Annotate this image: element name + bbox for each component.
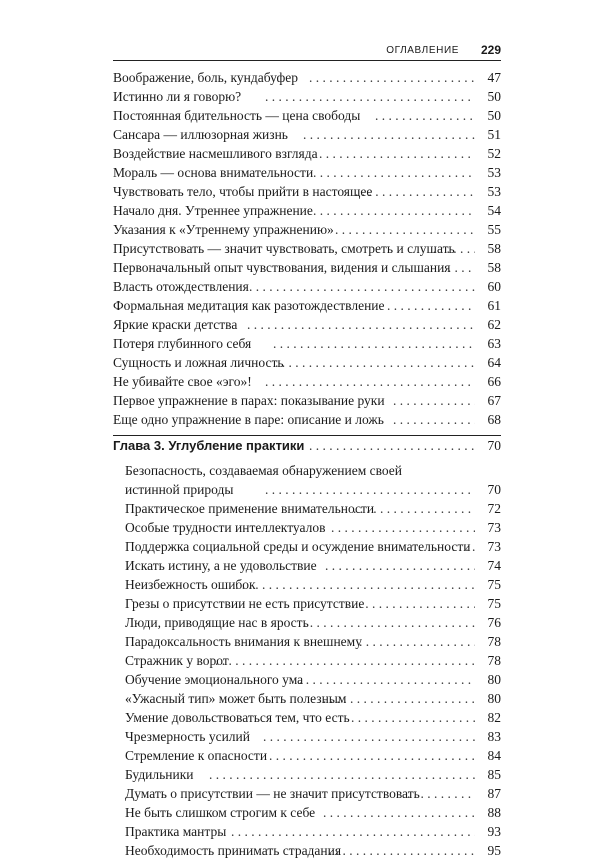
- toc-entry-page-number: 61: [487, 298, 501, 313]
- toc-leader-dots: [393, 410, 475, 429]
- toc-leader-dots: [265, 480, 475, 499]
- toc-entry-title: Практическое применение внимательности: [125, 501, 375, 516]
- toc-leader-dots: [275, 353, 475, 372]
- toc-leader-dots: [265, 372, 475, 391]
- toc-leader-dots: [355, 182, 475, 201]
- toc-group-chapter-2: [113, 68, 501, 429]
- toc-leader-dots: [231, 822, 475, 841]
- toc-group-chapter-3: [113, 461, 501, 860]
- toc-leader-dots: [323, 803, 475, 822]
- toc-leader-dots: [393, 391, 475, 410]
- toc-entry[interactable]: [113, 461, 501, 499]
- toc-entry-page-number: 50: [487, 108, 501, 123]
- header-rule: [113, 60, 501, 61]
- toc-entry[interactable]: [113, 68, 501, 87]
- toc-leader-dots: [441, 258, 475, 277]
- toc-leader-dots: [351, 708, 475, 727]
- toc-leader-dots: [263, 727, 475, 746]
- toc-entry-page-number: 73: [487, 539, 501, 554]
- toc-entry-title: Обучение эмоционального ума: [125, 672, 304, 687]
- toc-entry[interactable]: [113, 518, 501, 537]
- toc-entry[interactable]: [113, 632, 501, 651]
- toc-entry-title: Первоначальный опыт чувствования, видения и слышания: [113, 260, 451, 275]
- toc-leader-dots: [303, 613, 475, 632]
- toc-entry[interactable]: [113, 556, 501, 575]
- toc-entry-title: Будильники: [125, 767, 194, 782]
- toc-entry-page-number: 80: [487, 672, 501, 687]
- toc-entry-page-number: 88: [487, 805, 501, 820]
- toc-entry-page-number: 74: [487, 558, 501, 573]
- toc-entry-page-number: 66: [487, 374, 501, 389]
- toc-entry-title: Думать о присутствии — не значит присутствовать: [125, 786, 420, 801]
- toc-entry-page-number: 76: [487, 615, 501, 630]
- toc-entry[interactable]: [113, 163, 501, 182]
- toc-entry-page-number: 64: [487, 355, 501, 370]
- toc-entry-page-number: 78: [487, 653, 501, 668]
- toc-entry-page-number: 58: [487, 260, 501, 275]
- toc-entry-page-number: 53: [487, 184, 501, 199]
- toc-entry-page-number: 95: [487, 843, 501, 858]
- toc-entry-title: Безопасность, создаваемая обнаружением своей истинной природы: [125, 463, 403, 497]
- running-header-page-number: 229: [480, 43, 501, 57]
- toc-entry-title: Искать истину, а не удовольствие: [125, 558, 317, 573]
- toc-entry-page-number: 47: [487, 70, 501, 85]
- toc-entry-page-number: 55: [487, 222, 501, 237]
- toc-entry-title: Неизбежность ошибок: [125, 577, 256, 592]
- toc-entry[interactable]: [113, 277, 501, 296]
- toc-entry-title: Чувствовать тело, чтобы прийти в настоящее: [113, 184, 373, 199]
- toc-entry-page-number: 51: [487, 127, 501, 142]
- chapter-title: Глава 3. Углубление практики: [113, 438, 305, 453]
- toc-leader-dots: [313, 163, 475, 182]
- toc-entry-page-number: 62: [487, 317, 501, 332]
- toc-leader-dots: [265, 87, 475, 106]
- toc-entry[interactable]: [113, 391, 501, 410]
- toc-entry-page-number: 53: [487, 165, 501, 180]
- toc-entry-page-number: 63: [487, 336, 501, 351]
- toc-entry[interactable]: [113, 727, 501, 746]
- chapter-leader-dots: [309, 436, 475, 455]
- toc-entry-page-number: 84: [487, 748, 501, 763]
- toc-entry[interactable]: [113, 803, 501, 822]
- toc-leader-dots: [249, 277, 475, 296]
- toc-leader-dots: [209, 765, 475, 784]
- toc-entry[interactable]: [113, 689, 501, 708]
- toc-leader-dots: [319, 144, 475, 163]
- toc-entry-page-number: 87: [487, 786, 501, 801]
- toc-entry-title: Воображение, боль, кундабуфер: [113, 70, 298, 85]
- toc-entry-title: Чрезмерность усилий: [125, 729, 250, 744]
- toc-entry-page-number: 73: [487, 520, 501, 535]
- toc-entry-page-number: 78: [487, 634, 501, 649]
- toc-entry-title: Потеря глубинного себя: [113, 336, 252, 351]
- toc-entry[interactable]: [113, 125, 501, 144]
- toc-entry[interactable]: [113, 822, 501, 841]
- toc-entry-title: «Ужасный тип» может быть полезным: [125, 691, 347, 706]
- toc-entry[interactable]: [113, 537, 501, 556]
- toc-entry[interactable]: [113, 239, 501, 258]
- toc-entry-page-number: 54: [487, 203, 501, 218]
- toc-leader-dots: [345, 594, 475, 613]
- toc-entry-page-number: 83: [487, 729, 501, 744]
- toc-leader-dots: [433, 239, 475, 258]
- toc-entry[interactable]: [113, 765, 501, 784]
- toc-leader-dots: [445, 537, 475, 556]
- chapter-page-number: 70: [487, 438, 501, 453]
- toc-entry-title: Истинно ли я говорю?: [113, 89, 242, 104]
- toc-leader-dots: [331, 518, 475, 537]
- toc-leader-dots: [353, 499, 475, 518]
- toc-leader-dots: [335, 220, 475, 239]
- toc-entry[interactable]: [113, 334, 501, 353]
- toc-entry-page-number: 80: [487, 691, 501, 706]
- toc-entry[interactable]: [113, 841, 501, 860]
- toc-leader-dots: [273, 334, 475, 353]
- toc-entry-title: Стремление к опасности: [125, 748, 268, 763]
- toc-leader-dots: [303, 125, 475, 144]
- toc-entry-page-number: 75: [487, 596, 501, 611]
- toc-entry-page-number: 60: [487, 279, 501, 294]
- toc-entry-title: Не убивайте свое «эго»!: [113, 374, 252, 389]
- toc-entry-title: Яркие краски детства: [113, 317, 238, 332]
- toc-entry[interactable]: [113, 258, 501, 277]
- toc-entry-title: Указания к «Утреннему упражнению»: [113, 222, 334, 237]
- toc-entry-title: Поддержка социальной среды и осуждение внимательности: [125, 539, 471, 554]
- toc-leader-dots: [299, 670, 475, 689]
- toc-leader-dots: [359, 632, 475, 651]
- toc-entry-page-number: 67: [487, 393, 501, 408]
- toc-entry[interactable]: [113, 651, 501, 670]
- toc-entry[interactable]: [113, 613, 501, 632]
- toc-entry[interactable]: [113, 182, 501, 201]
- toc-leader-dots: [325, 556, 475, 575]
- toc-entry[interactable]: [113, 784, 501, 803]
- toc-entry-title: Практика мантры: [125, 824, 227, 839]
- toc-entry-title: Начало дня. Утреннее упражнение: [113, 203, 313, 218]
- toc-leader-dots: [375, 106, 475, 125]
- toc-entry[interactable]: [113, 594, 501, 613]
- running-header: [113, 40, 501, 60]
- toc-entry-title: Необходимость принимать страдания: [125, 843, 342, 858]
- toc-entry-title: Постоянная бдительность — цена свободы: [113, 108, 361, 123]
- toc-entry-title: Первое упражнение в парах: показывание руки: [113, 393, 385, 408]
- toc-entry[interactable]: [113, 315, 501, 334]
- toc-entry-page-number: 75: [487, 577, 501, 592]
- toc-leader-dots: [407, 784, 475, 803]
- toc-entry-title: Формальная медитация как разотождествление: [113, 298, 385, 313]
- toc-leader-dots: [313, 201, 475, 220]
- toc-entry[interactable]: [113, 144, 501, 163]
- toc-entry-page-number: 82: [487, 710, 501, 725]
- toc-entry[interactable]: [113, 201, 501, 220]
- toc-leader-dots: [309, 68, 475, 87]
- toc-entry-title: Сущность и ложная личность: [113, 355, 284, 370]
- toc-entry-page-number: 70: [487, 482, 501, 497]
- toc-entry-title: Особые трудности интеллектуалов: [125, 520, 326, 535]
- toc-entry-title: Не быть слишком строгим к себе: [125, 805, 316, 820]
- toc-leader-dots: [215, 651, 475, 670]
- toc-entry[interactable]: [113, 708, 501, 727]
- toc-entry-title: Воздействие насмешливого взгляда: [113, 146, 318, 161]
- toc-leader-dots: [387, 296, 475, 315]
- toc-chapter-heading[interactable]: [113, 435, 501, 461]
- toc-entry[interactable]: [113, 106, 501, 125]
- toc-entry-title: Присутствовать — значит чувствовать, смотреть и слушать: [113, 241, 455, 256]
- toc-entry[interactable]: [113, 575, 501, 594]
- toc-entry-title: Стражник у ворот: [125, 653, 229, 668]
- toc-entry[interactable]: [113, 372, 501, 391]
- toc-entry-title: Парадоксальность внимания к внешнему: [125, 634, 362, 649]
- toc-entry-title: Грезы о присутствии не есть присутствие: [125, 596, 365, 611]
- toc-entry-title: Люди, приводящие нас в ярость: [125, 615, 309, 630]
- toc-entry-page-number: 93: [487, 824, 501, 839]
- toc-entry-title: Еще одно упражнение в паре: описание и ложь: [113, 412, 384, 427]
- toc-entry-title: Мораль — основа внимательности: [113, 165, 314, 180]
- toc-leader-dots: [329, 841, 475, 860]
- toc-entry-page-number: 52: [487, 146, 501, 161]
- toc-leader-dots: [323, 689, 475, 708]
- toc-leader-dots: [247, 315, 475, 334]
- toc-entry-title: Умение довольствоваться тем, что есть: [125, 710, 350, 725]
- toc-entry[interactable]: [113, 746, 501, 765]
- toc-entry-page-number: 85: [487, 767, 501, 782]
- toc-entry[interactable]: [113, 410, 501, 429]
- toc-entry-title: Сансара — иллюзорная жизнь: [113, 127, 288, 142]
- toc-entry[interactable]: [113, 220, 501, 239]
- table-of-contents: [113, 68, 501, 860]
- running-header-title: ОГЛАВЛЕНИЕ: [386, 45, 459, 56]
- toc-entry-page-number: 50: [487, 89, 501, 104]
- toc-entry[interactable]: [113, 499, 501, 518]
- toc-entry-page-number: 68: [487, 412, 501, 427]
- toc-leader-dots: [235, 575, 475, 594]
- toc-entry-title: Власть отождествления: [113, 279, 249, 294]
- toc-leader-dots: [269, 746, 475, 765]
- toc-entry[interactable]: [113, 87, 501, 106]
- toc-entry[interactable]: [113, 296, 501, 315]
- toc-entry-page-number: 72: [487, 501, 501, 516]
- toc-entry[interactable]: [113, 670, 501, 689]
- toc-entry-page-number: 58: [487, 241, 501, 256]
- toc-entry[interactable]: [113, 353, 501, 372]
